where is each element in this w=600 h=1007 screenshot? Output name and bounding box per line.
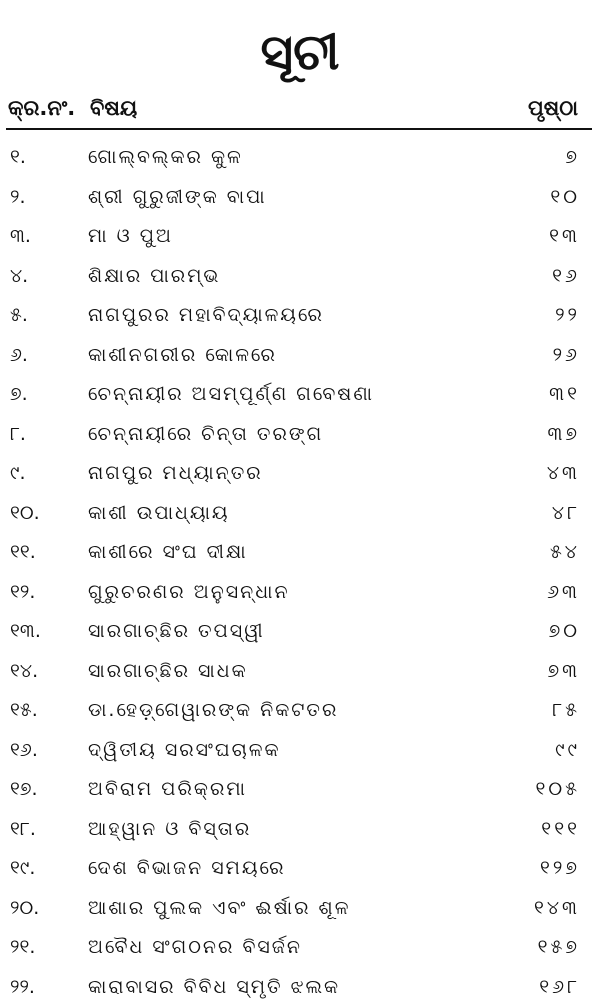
entry-page: ୧୫୭ [538,928,580,968]
toc-entry [0,494,600,534]
entry-number: ୨୦. [10,889,39,929]
table-header [0,92,600,128]
entry-title: ସାରଗାଚ୍ଛିର ତପସ୍ୱୀ [88,612,265,652]
entry-number: ୨. [10,178,26,218]
entry-page: ୧୩ [549,217,580,257]
entry-page: ୪୩ [547,454,580,494]
toc-entry [0,533,600,573]
entry-number: ୨୧. [10,928,35,968]
entry-title: ଗୋଲ୍‌ବଲ୍‌କର କୁଳ [88,138,243,178]
entry-title: ମା ଓ ପୁଅ [88,217,173,257]
toc-entry [0,652,600,692]
toc-entry [0,138,600,178]
entry-page: ୫୪ [550,533,580,573]
page-number-header: ପୃଷ୍ଠା [528,96,578,121]
entry-page: ୨୨ [555,296,580,336]
entry-page: ୧୪୩ [534,889,580,929]
entry-page: ୨୬ [553,336,580,376]
entry-title: ଦେଶ ବିଭାଜନ ସମୟରେ [88,849,285,889]
entry-number: ୮. [10,415,26,455]
entry-page: ୧୨୭ [540,849,580,889]
toc-entry [0,889,600,929]
toc-entry [0,928,600,968]
entry-number: ୧୫. [10,691,38,731]
entry-page: ୪୮ [552,494,580,534]
entry-title: ଆଶାର ପୁଲକ ଏବଂ ଈର୍ଷାର ଶୂଳ [88,889,350,929]
entry-title: ଅବିରାମ ପରିକ୍ରମା [88,770,247,810]
entry-number: ୭. [10,375,28,415]
entry-title: ନାଗପୁର ମଧ୍ୟାନ୍ତର [88,454,263,494]
toc-entry [0,336,600,376]
entry-page: ୭୦ [549,612,580,652]
entry-number: ୧୧. [10,533,36,573]
entry-page: ୭ [565,138,580,178]
toc-entry [0,691,600,731]
entry-number: ୪. [10,257,28,297]
toc-entry [0,849,600,889]
entry-title: କାଶୀ ଉପାଧ୍ୟାୟ [88,494,230,534]
entry-title: ଶିକ୍ଷାର ପାରମ୍ଭ [88,257,220,297]
entry-page: ୯୯ [555,731,580,771]
entry-number: ୧୪. [10,652,38,692]
entry-number: ୧୨. [10,573,35,613]
entry-number: ୧୮. [10,810,36,850]
entry-page: ୮୫ [552,691,580,731]
entry-number: ୨୨. [10,968,35,1007]
toc-entry [0,968,600,1007]
entry-number: ୧୦. [10,494,40,534]
toc-entry [0,217,600,257]
entry-page: ୧୦୫ [535,770,580,810]
entry-number: ୫. [10,296,28,336]
entry-number: ୧୩. [10,612,41,652]
entry-number: ୬. [10,336,28,376]
toc-entry [0,415,600,455]
toc-entry [0,770,600,810]
serial-number-header: କ୍ର.ନଂ. [8,96,75,121]
toc-entry [0,810,600,850]
entry-number: ୧୯. [10,849,35,889]
entry-page: ୬୩ [547,573,580,613]
toc-entry [0,731,600,771]
entry-page: ୧୦ [550,178,580,218]
header-divider [6,128,592,130]
entry-title: ଅବୈଧ ସଂଗଠନର ବିସର୍ଜନ [88,928,302,968]
subject-header: ବିଷୟ [90,96,137,121]
entry-title: ଚେନ୍ନାୟୀରେ ଚିନ୍ତା ତରଙ୍ଗ [88,415,323,455]
entry-page: ୧୬ [552,257,580,297]
toc-entry [0,573,600,613]
toc-entry [0,612,600,652]
entry-title: ଚେନ୍ନାୟୀର ଅସମ୍ପୂର୍ଣ୍ଣ ଗବେଷଣା [88,375,374,415]
entry-title: ଡା.ହେଡ଼୍‌ଗେୱାରଙ୍କ ନିକଟତର [88,691,338,731]
entry-title: କାରାବାସର ବିବିଧ ସ୍ମୃତି ଝଲକ [88,968,340,1007]
entry-title: କାଶୀନଗରୀର କୋଳରେ [88,336,277,376]
entry-number: ୩. [10,217,31,257]
entry-title: ସାରଗାଚ୍ଛିର ସାଧକ [88,652,248,692]
entry-number: ୯. [10,454,25,494]
entry-title: ଆହ୍ୱାନ ଓ ବିସ୍ତାର [88,810,251,850]
entry-title: ଗୁରୁଚରଣର ଅନୁସନ୍ଧାନ [88,573,290,613]
page-title: ସୂଚୀ [0,22,600,82]
entry-number: ୧୭. [10,770,38,810]
toc-entry [0,257,600,297]
entry-title: ଦ୍ୱିତୀୟ ସରସଂଘଚାଳକ [88,731,281,771]
entry-title: ନାଗପୁରର ମହାବିଦ୍ୟାଳୟରେ [88,296,324,336]
entry-number: ୧୬. [10,731,38,771]
toc-entry [0,454,600,494]
entry-page: ୧୬୮ [539,968,580,1007]
toc-entry [0,178,600,218]
toc-entry [0,375,600,415]
entry-page: ୩୧ [549,375,580,415]
entry-title: ଶ୍ରୀ ଗୁରୁଜୀଙ୍କ ବାପା [88,178,267,218]
entry-page: ୭୩ [547,652,580,692]
entry-page: ୧୧୧ [541,810,580,850]
entry-title: କାଶୀରେ ସଂଘ ଦୀକ୍ଷା [88,533,248,573]
toc-entry [0,296,600,336]
entry-number: ୧. [10,138,26,178]
table-of-contents [0,138,600,1007]
entry-page: ୩୭ [547,415,580,455]
